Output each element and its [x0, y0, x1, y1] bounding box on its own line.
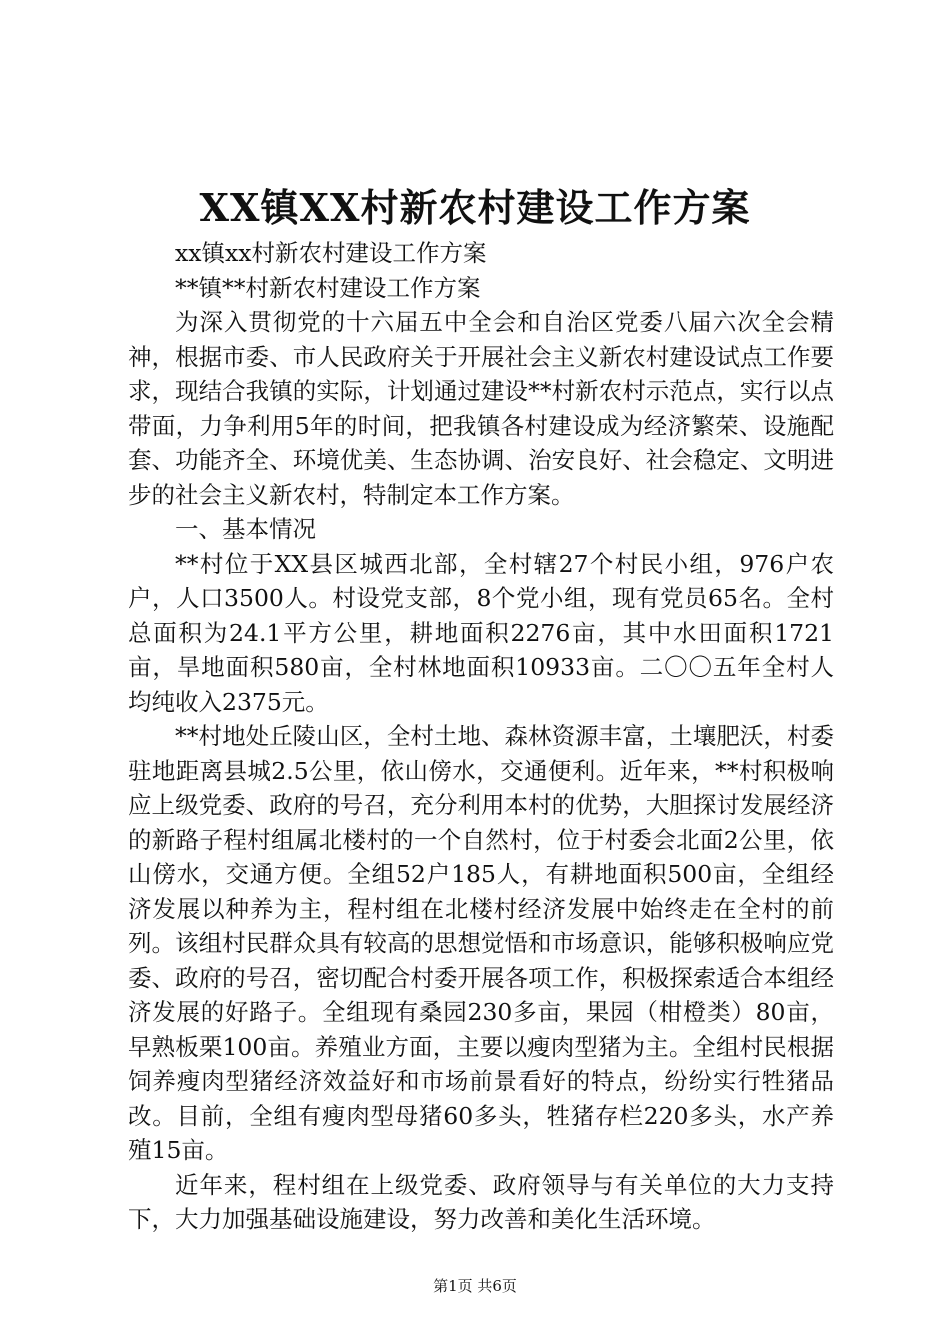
body-paragraph: **村位于XX县区城西北部，全村辖27个村民小组，976户农户，人口3500人。村设党支部，8个党小组，现有党员65名。全村总面积为24.1平方公里，耕地面积2276亩，其中水田面积1721亩，旱地面积580亩，全村林地面积10933亩。二〇〇五年全村人均纯收入2375元。 — [128, 549, 834, 716]
section-heading: 一、基本情况 — [175, 515, 316, 543]
page-number-footer: 第1页 共6页 — [433, 1277, 517, 1295]
subtitle-line: xx镇xx村新农村建设工作方案 — [175, 239, 487, 267]
body-paragraph: 为深入贯彻党的十六届五中全会和自治区党委八届六次全会精神，根据市委、市人民政府关于开展社会主义新农村建设试点工作要求，现结合我镇的实际，计划通过建设**村新农村示范点，实行以点带面，力争利用5年的时间，把我镇各村建设成为经济繁荣、设施配套、功能齐全、环境优美、生态协调、治安良好、社会稳定、文明进步的社会主义新农村，特制定本工作方案。 — [128, 308, 834, 509]
subtitle-line: **镇**村新农村建设工作方案 — [175, 273, 481, 302]
body-paragraph: **村地处丘陵山区，全村土地、森林资源丰富，土壤肥沃，村委驻地距离县城2.5公里，依山傍水，交通便利。近年来，**村积极响应上级党委、政府的号召，充分利用本村的优势，大胆探讨发展经济的新路子程村组属北楼村的一个自然村，位于村委会北面2公里，依山傍水，交通方便。全组52户185人，有耕地面积500亩，全组经济发展以种养为主，程村组在北楼村经济发展中始终走在全村的前列。该组村民群众具有较高的思想觉悟和市场意识，能够积极响应党委、政府的号召，密切配合村委开展各项工作，积极探索适合本组经济发展的好路子。全组现有桑园230多亩，果园（柑橙类）80亩，早熟板栗100亩。养殖业方面，主要以瘦肉型猪为主。全组村民根据饲养瘦肉型猪经济效益好和市场前景看好的特点，纷纷实行牲猪品改。目前，全组有瘦肉型母猪60多头，牲猪存栏220多头，水产养殖15亩。 — [128, 722, 834, 1164]
document-body — [128, 236, 834, 1237]
document-title: XX镇XX村新农村建设工作方案 — [199, 185, 751, 230]
body-paragraph: 近年来，程村组在上级党委、政府领导与有关单位的大力支持下，大力加强基础设施建设，努力改善和美化生活环境。 — [128, 1170, 834, 1233]
